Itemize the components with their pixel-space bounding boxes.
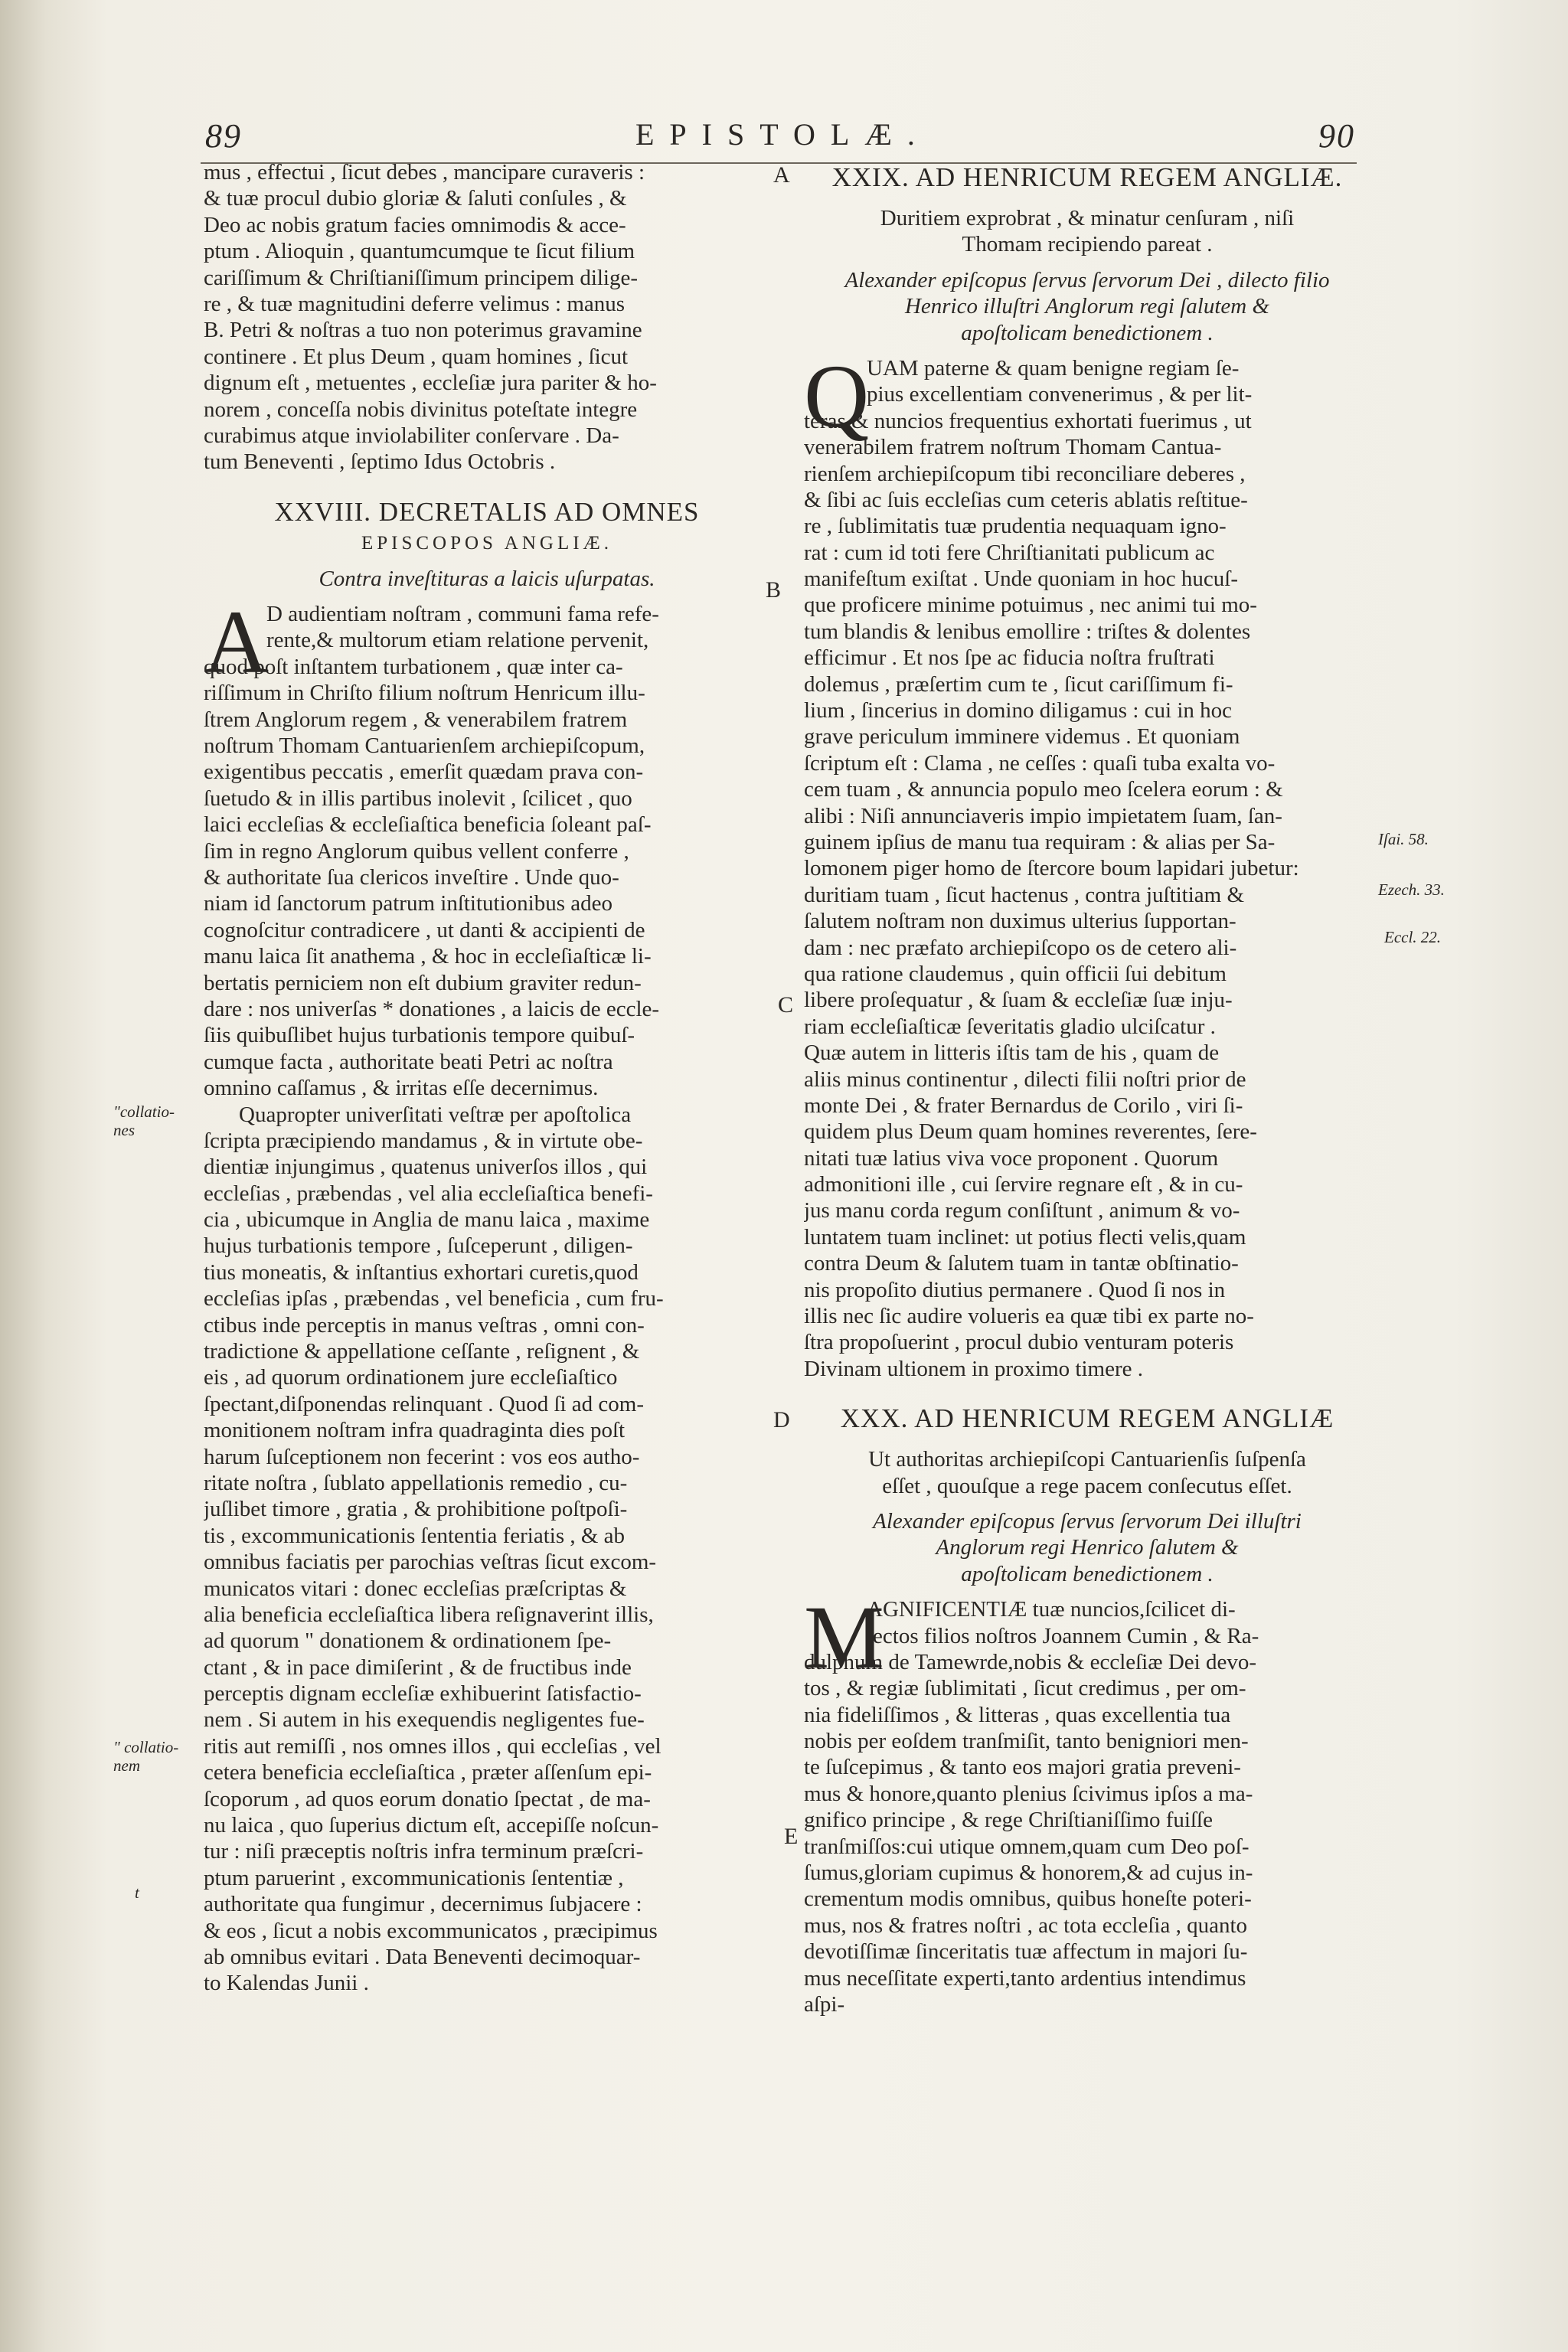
salutation-line: Alexander epiſcopus ſervus ſervorum Dei illuſtri — [873, 1508, 1302, 1534]
text-line: bertatis perniciem non eſt dubium graviter redun- — [204, 970, 642, 995]
text-line: harum ſuſceptionem non fecerint : vos eos autho- — [204, 1444, 640, 1469]
text-line: grave periculum imminere videmus . Et quoniam — [804, 724, 1240, 750]
decretal-heading: XXVIII. DECRETALIS AD OMNES — [274, 496, 700, 527]
text-line: jus manu corda regum conſiſtunt , animum & vo- — [804, 1198, 1240, 1223]
text-line: B. Petri & noſtras a tuo non poterimus gravamine — [204, 318, 642, 343]
letter30-heading: XXX. AD HENRICUM REGEM ANGLIÆ — [840, 1403, 1334, 1434]
text-line: devotiſſimæ ſinceritatis tuæ affectum in majori ſu- — [804, 1939, 1248, 1965]
text-line: manu laica ſit anathema , & hoc in eccleſiaſticæ li- — [204, 944, 652, 969]
section-letter-e: E — [784, 1824, 799, 1849]
text-line: cariſſimum & Chriſtianiſſimum principem dilige- — [204, 265, 639, 290]
text-line: ſcoporum , ad quos eorum donatio ſpectat , de ma- — [204, 1786, 651, 1811]
drop-cap-m: M — [804, 1587, 884, 1688]
margin-note-t: t — [135, 1883, 139, 1902]
text-line: authoritate qua fungimur , decernimus ſubjacere : — [204, 1892, 642, 1917]
text-line: noſtrum Thomam Cantuarienſem archiepiſcopum, — [204, 733, 645, 759]
margin-note-isaiah: Iſai. 58. — [1378, 830, 1429, 848]
text-line: dulphum de Tamewrde,nobis & eccleſiæ Dei devo- — [804, 1649, 1256, 1674]
text-line: admonitioni ille , cui ſervire regnare eſt , & in cu- — [804, 1172, 1243, 1197]
text-line: cia , ubicumque in Anglia de manu laica , maxime — [204, 1207, 650, 1233]
right-page-number: 90 — [1318, 117, 1355, 155]
section-letter-b: B — [766, 577, 782, 603]
text-line: ritis aut remiſſi , nos omnes illos , qui eccleſias , vel — [204, 1733, 662, 1759]
text-line: ſalutem noſtram non duximus ulterius ſupportan- — [804, 909, 1236, 934]
text-line: lium , ſincerius in domino diligamus : cui in hoc — [804, 698, 1233, 724]
drop-cap: A — [204, 592, 270, 693]
text-line: riſſimum in Chriſto filium noſtrum Henricum illu- — [204, 681, 645, 706]
text-line: Deo ac nobis gratum facies omnimodis & acce- — [204, 212, 626, 237]
text-line: juſlibet timore , gratia , & prohibitione poſtpoſi- — [204, 1497, 628, 1522]
text-line: efficimur . Et nos ſpe ac fiducia noſtra fruſtrati — [804, 645, 1215, 671]
section-letter-a: A — [773, 162, 790, 188]
text-line: eccleſias ipſas , præbendas , vel beneficia , cum fru- — [204, 1286, 664, 1312]
text-line: te ſuſcepimus , & tanto eos majori gratia preveni- — [804, 1755, 1241, 1780]
text-line: ritate noſtra , ſublato appellationis remedio , cu- — [204, 1470, 628, 1495]
text-line: aſpi- — [804, 1992, 845, 2017]
left-column — [204, 159, 770, 1997]
text-line: omnino caſſamus , & irritas eſſe decernimus. — [204, 1076, 599, 1101]
text-line: dignum eſt , metuentes , eccleſiæ jura pariter & ho- — [204, 371, 657, 396]
section-letter-c: C — [778, 992, 794, 1018]
summary-line: Thomam recipiendo pareat . — [962, 232, 1213, 257]
text-line: perceptis dignam eccleſiæ exhibuerint ſatisfactio- — [204, 1681, 642, 1707]
salutation-line: apoſtolicam benedictionem . — [961, 320, 1214, 345]
text-line: teras & nuncios frequentius exhortati fuerimus , ut — [804, 408, 1252, 433]
margin-note-collationes: "collatio- — [113, 1102, 175, 1121]
left-page-number: 89 — [205, 117, 242, 155]
margin-note-collationes-2: nes — [113, 1121, 135, 1139]
text-line: duritiam tuam , ſicut hactenus , contra juſtitiam & — [804, 882, 1245, 907]
text-line: quod poſt inſtantem turbationem , quæ inter ca- — [204, 654, 623, 679]
text-line: illis nec ſic audire volueris ea quæ tibi ex parte no- — [804, 1304, 1254, 1329]
right-column — [804, 159, 1370, 2017]
text-line: & eos , ſicut a nobis excommunicatos , præcipimus — [204, 1918, 658, 1943]
text-line: dolemus , præſertim cum te , ſicut cariſſimum fi- — [804, 671, 1233, 697]
text-line: laici eccleſias & eccleſiaſtica beneficia ſoleant paſ- — [204, 812, 652, 838]
text-line: tranſmiſſos:cui utique omnem,quam cum Deo poſ- — [804, 1834, 1250, 1859]
text-line: tius moneatis, & inſtantius exhortari curetis,quod — [204, 1259, 639, 1285]
text-line: ad quorum " donationem & ordinationem ſpe- — [204, 1628, 612, 1654]
text-line: nia fideliſſimos , & litteras , quas excellentia tua — [804, 1702, 1231, 1727]
text-line: ſuetudo & in illis partibus inolevit , ſcilicet , quo — [204, 786, 632, 811]
summary-line: eſſet , quouſque a rege pacem conſecutus eſſet. — [882, 1473, 1292, 1498]
text-line: lomonem piger homo de ſtercore boum lapidari jubetur: — [804, 856, 1299, 881]
text-line: ctant , & in pace dimiſerint , & de fructibus inde — [204, 1655, 632, 1680]
text-line: ctibus inde perceptis in manus veſtras , omni con- — [204, 1312, 645, 1338]
text-line: alia beneficia eccleſiaſtica libera reſignaverint illis, — [204, 1602, 654, 1627]
text-line: tum Beneventi , ſeptimo Idus Octobris . — [204, 449, 556, 475]
text-line: ſtrem Anglorum regem , & venerabilem fratrem — [204, 707, 628, 732]
drop-cap-line: rente,& multorum etiam relatione pervenit, — [266, 628, 649, 653]
text-line: & ſibi ac ſuis eccleſias cum ceteris ablatis reſtitue- — [804, 487, 1248, 512]
section-letter-d: D — [773, 1407, 790, 1432]
margin-note-ezechiel: Ezech. 33. — [1378, 880, 1445, 899]
text-line: riam eccleſiaſticæ ſeveritatis gladio ulciſcatur . — [804, 1014, 1216, 1039]
text-line: curabimus atque inviolabiliter conſervare . Da- — [204, 423, 619, 448]
text-line: continere . Et plus Deum , quam homines , ſicut — [204, 344, 629, 369]
text-line: cetera beneficia eccleſiaſtica , præter aſſenſum epi- — [204, 1760, 652, 1785]
text-line: to Kalendas Junii . — [204, 1971, 369, 1996]
text-line: mus , effectui , ſicut debes , mancipare curaveris : — [204, 160, 645, 185]
text-line: cumque facta , authoritate beati Petri ac noſtra — [204, 1049, 613, 1074]
text-line: libere proſequatur , & ſuam & eccleſiæ ſuæ inju- — [804, 988, 1233, 1013]
text-line: crementum modis omnibus, quibus honeſte poteri- — [804, 1886, 1252, 1912]
text-line: ptum . Alioquin , quantumcumque te ſicut filium — [204, 239, 635, 264]
text-line: re , ſublimitatis tuæ prudentia nequaquam igno- — [804, 514, 1227, 539]
salutation-line: Alexander epiſcopus ſervus ſervorum Dei , dilecto filio — [844, 267, 1330, 292]
text-line: contra Deum & ſalutem tuam in tantæ obſtinatio- — [804, 1251, 1239, 1276]
drop-cap-line: D audientiam noſtram , communi fama refe- — [266, 602, 659, 627]
text-line: alibi : Niſi annunciaveris impio impietatem ſuam, ſan- — [804, 803, 1282, 828]
text-line: ptum paruerint , excommunicationis ſententiæ , — [204, 1865, 624, 1890]
drop-cap-line: lectos filios noſtros Joannem Cumin , & Ra- — [867, 1623, 1259, 1648]
margin-note-collationem-2: nem — [113, 1756, 140, 1775]
text-line: aliis minus continentur , dilecti filii noſtri prior de — [804, 1067, 1246, 1092]
text-line: nobis per eoſdem tranſmiſit, tanto benigniori men- — [804, 1729, 1249, 1754]
text-line: nu laica , quo ſuperius dictum eſt, accepiſſe noſcun- — [204, 1813, 659, 1838]
text-line: qua ratione claudemus , quin officii ſui debitum — [804, 961, 1227, 986]
text-line: monte Dei , & frater Bernardus de Corilo , viri ſi- — [804, 1093, 1243, 1118]
text-line: mus neceſſitate experti,tanto ardentius intendimus — [804, 1965, 1246, 1991]
text-line: ſiis quibuſlibet hujus turbationis tempore quibuſ- — [204, 1023, 635, 1048]
running-title: EPISTOLÆ. — [635, 117, 930, 152]
text-line: nis propoſito diutius permanere . Quod ſi nos in — [804, 1277, 1226, 1302]
text-line: ſcripta præcipiendo mandamus , & in virtute obe- — [204, 1128, 643, 1153]
text-line: manifeſtum exiſtat . Unde quoniam in hoc hucuſ- — [804, 567, 1238, 592]
text-line: tos , & regiæ ſublimitati , ſicut credimus , per om- — [804, 1676, 1246, 1701]
text-line: ſim in regno Anglorum quibus vellent conferre , — [204, 838, 629, 864]
text-line: ab omnibus evitari . Data Beneventi decimoquar- — [204, 1945, 641, 1969]
decretal-subtitle: Contra inveſtituras a laicis uſurpatas. — [318, 566, 655, 591]
text-line: & authoritate ſua clericos inveſtire . Unde quo- — [204, 864, 619, 890]
text-line: ſcriptum eſt : Clama , ne ceſſes : quaſi tuba exalta vo- — [804, 750, 1276, 776]
margin-note-ecclesiasticus: Eccl. 22. — [1384, 928, 1442, 946]
text-line: omnibus faciatis per parochias veſtras ſicut excom- — [204, 1550, 657, 1575]
text-line: Quæ autem in litteris iſtis tam de his , quam de — [804, 1040, 1220, 1066]
text-line: ſpectant,diſponendas relinquant . Quod ſi ad com- — [204, 1391, 645, 1416]
text-line: dam : nec præfato archiepiſcopo os de cetero ali- — [804, 935, 1237, 960]
margin-note-collationem: " collatio- — [113, 1738, 179, 1756]
text-line: monitionem noſtram infra quadraginta dies poſt — [204, 1418, 626, 1443]
text-line: eis , ad quorum ordinationem jure eccleſiaſtico — [204, 1365, 618, 1390]
text-line: tur : niſi præceptis noſtris infra terminum præſcri- — [204, 1839, 644, 1864]
text-line: venerabilem fratrem noſtrum Thomam Cantua- — [804, 435, 1222, 460]
salutation-line: Anglorum regi Henrico ſalutem & — [936, 1535, 1239, 1560]
drop-cap-q: Q — [804, 345, 870, 446]
text-line: nitati tuæ latius viva voce proponent . Quorum — [804, 1145, 1219, 1171]
text-line: rienſem archiepiſcopum tibi reconciliare deberes , — [804, 461, 1246, 486]
text-line: dientiæ injungimus , quatenus univerſos illos , qui — [204, 1155, 648, 1180]
text-line: hujus turbationis tempore , ſuſceperunt , diligen- — [204, 1233, 633, 1259]
text-line: tradictione & appellatione ceſſante , reſignent , & — [204, 1339, 640, 1364]
text-line: exigentibus peccatis , emerſit quædam prava con- — [204, 760, 644, 785]
text-line: luntatem tuam inclinet: ut potius flecti velis,quam — [804, 1224, 1246, 1250]
text-line: niam id ſanctorum patrum inſtitutionibus adeo — [204, 891, 612, 916]
summary-line: Duritiem exprobrat , & minatur cenſuram , niſi — [880, 206, 1295, 230]
text-line: mus & honore,quanto plenius ſcivimus ipſos a ma- — [804, 1781, 1253, 1806]
text-line: municatos vitari : donec eccleſias præſcriptas & — [204, 1576, 627, 1601]
text-line: ſtra propoſuerint , procul dubio venturam poteris — [804, 1330, 1234, 1355]
decretal-heading-line2: EPISCOPOS ANGLIÆ. — [361, 532, 613, 554]
summary-line: Ut authoritas archiepiſcopi Cantuarienſis ſuſpenſa — [868, 1447, 1306, 1472]
text-line: guinem ipſius de manu tua requiram : & alias per Sa- — [804, 829, 1276, 854]
letter29-heading: XXIX. AD HENRICUM REGEM ANGLIÆ. — [831, 162, 1343, 192]
text-line: quidem plus Deum quam homines reverentes, ſere- — [804, 1119, 1257, 1145]
text-line: eccleſias , præbendas , vel alia eccleſiaſtica benefi- — [204, 1181, 653, 1206]
salutation-line: Henrico illuſtri Anglorum regi ſalutem & — [904, 294, 1270, 319]
drop-cap-line: pius excellentiam convenerimus , & per lit- — [867, 382, 1253, 407]
text-line: dare : nos univerſas * donationes , a laicis de eccle- — [204, 996, 660, 1021]
text-line: Divinam ultionem in proximo timere . — [804, 1356, 1143, 1381]
text-line: cognoſcitur contradicere , ut danti & accipienti de — [204, 917, 645, 942]
text-line: ſumus,gloriam cupimus & honorem,& ad cujus in- — [804, 1860, 1253, 1886]
salutation-line: apoſtolicam benedictionem . — [961, 1561, 1214, 1586]
drop-cap-line: AGNIFICENTIÆ tuæ nuncios,ſcilicet di- — [867, 1597, 1236, 1622]
text-line: & tuæ procul dubio gloriæ & ſaluti conſules , & — [204, 186, 627, 211]
text-line: norem , conceſſa nobis divinitus poteſtate integre — [204, 397, 638, 422]
text-line: re , & tuæ magnitudini deferre velimus : manus — [204, 291, 626, 316]
text-line: cem tuam , & annuncia populo meo ſcelera eorum : & — [804, 777, 1283, 802]
text-line: rat : cum id toti fere Chriſtianitati publicum ac — [804, 540, 1215, 565]
text-line: Quapropter univerſitati veſtræ per apoſtolica — [239, 1102, 632, 1127]
text-line: gnifico principe , & rege Chriſtianiſſimo fuiſſe — [804, 1808, 1213, 1833]
text-line: que proficere minime potuimus , nec animi tui mo- — [804, 593, 1257, 618]
drop-cap-line: UAM paterne & quam benigne regiam ſe- — [867, 355, 1240, 381]
text-line: tis , excommunicationis ſententia feriatis , & ab — [204, 1523, 626, 1548]
text-line: tum blandis & lenibus emollire : triſtes & dolentes — [804, 619, 1251, 644]
text-line: nem . Si autem in his exequendis negligentes fue- — [204, 1707, 645, 1733]
text-line: mus, nos & fratres noſtri , ac tota eccleſia , quanto — [804, 1913, 1248, 1938]
